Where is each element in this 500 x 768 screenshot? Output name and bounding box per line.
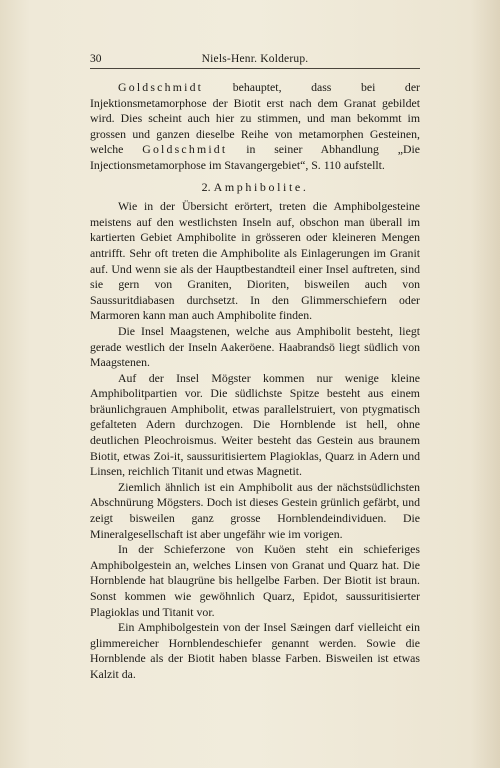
- paragraph-5: Ziemlich ähnlich ist ein Amphibolit aus der nächstsüdlichsten Abschnürung Mögsters. Doch ist dieses Gestein grünlich gefärbt, und zeigt bisweilen ganz grosse Hornblendeindividuen. Die Mineralgesellschaft ist aber ungefähr wie im vorigen.: [90, 479, 420, 541]
- page-number: 30: [90, 53, 102, 65]
- section-heading: [90, 180, 420, 196]
- running-head: Niels-Henr. Kolderup.: [201, 53, 309, 65]
- paragraph-1-text-a: behauptet, dass bei der Injektionsmetamorphose der Biotit erst nach dem Granat gebildet wird. Dies scheint auch hier zu stimmen, und man bekommt im grossen und ganzen dieselbe Reihe von metamorphen Gesteinen, welche: [90, 80, 420, 157]
- section-number: 2.: [201, 179, 211, 194]
- paragraph-1: [90, 80, 420, 174]
- section-title: Amphibolite.: [213, 179, 309, 194]
- paragraph-1-text-b: in seiner Abhandlung „Die Injectionsmetamorphose im Stavangergebiet“, S. 110 aufstellt.: [90, 142, 420, 172]
- paragraph-3: Die Insel Maagstenen, welche aus Amphibolit besteht, liegt gerade westlich der Inseln Aakeröene. Haabrandsö liegt südlich von Maagstenen.: [90, 323, 420, 370]
- paragraph-4: Auf der Insel Mögster kommen nur wenige kleine Amphibolitpartien vor. Die südlichste Spitze besteht aus einem bräunlichgrauen Amphibolit, etwas parallelstruiert, von ptygmatisch gefalteten Adern durchzogen. Die Hornblende ist hell, ohne deutlichen Pleochroismus. Weiter besteht das Gestein aus braunem Biotit, etwas Zoi-it, saussuritisiertem Plagioklas, Quarz in Adern und Linsen, reichlich Titanit und etwas Magnetit.: [90, 370, 420, 479]
- paragraph-6: In der Schieferzone von Kuöen steht ein schieferiges Amphibolgestein an, welches Linsen von Granat und Quarz hat. Die Hornblende hat blaugrüne bis hellgelbe Farben. Der Biotit ist braun. Sonst kommen wie gewöhnlich Quarz, Epidot, saussuritisierter Plagioklas und Titanit vor.: [90, 542, 420, 619]
- page-body: [90, 80, 420, 683]
- paragraph-2: Wie in der Übersicht erörtert, treten die Amphibolgesteine meistens auf den westlichsten Inseln auf, obschon man überall im kartierten Gebiet Amphibolite in grösseren oder kleineren Mengen antrifft. Sehr oft treten die Amphibolite als Einlagerungen im Granit auf. Und wenn sie als der Hauptbestandteil einer Insel auftreten, sind sie gern von Graniten, Dioriten, bisweilen auch von Saussuritdiabasen durchsetzt. In den Glimmerschiefern oder Marmoren kann man auch Amphibolite finden.: [90, 199, 420, 323]
- header-rule: [90, 68, 420, 69]
- author-name: Goldschmidt: [142, 142, 228, 157]
- paragraph-7: Ein Amphibolgestein von der Insel Sæingen darf vielleicht ein glimmereicher Hornblendeschiefer genannt werden. Sowie die Hornblende als der Biotit haben blasse Farben. Bisweilen ist etwas Kalzit da.: [90, 620, 420, 681]
- author-name: Goldschmidt: [118, 80, 204, 94]
